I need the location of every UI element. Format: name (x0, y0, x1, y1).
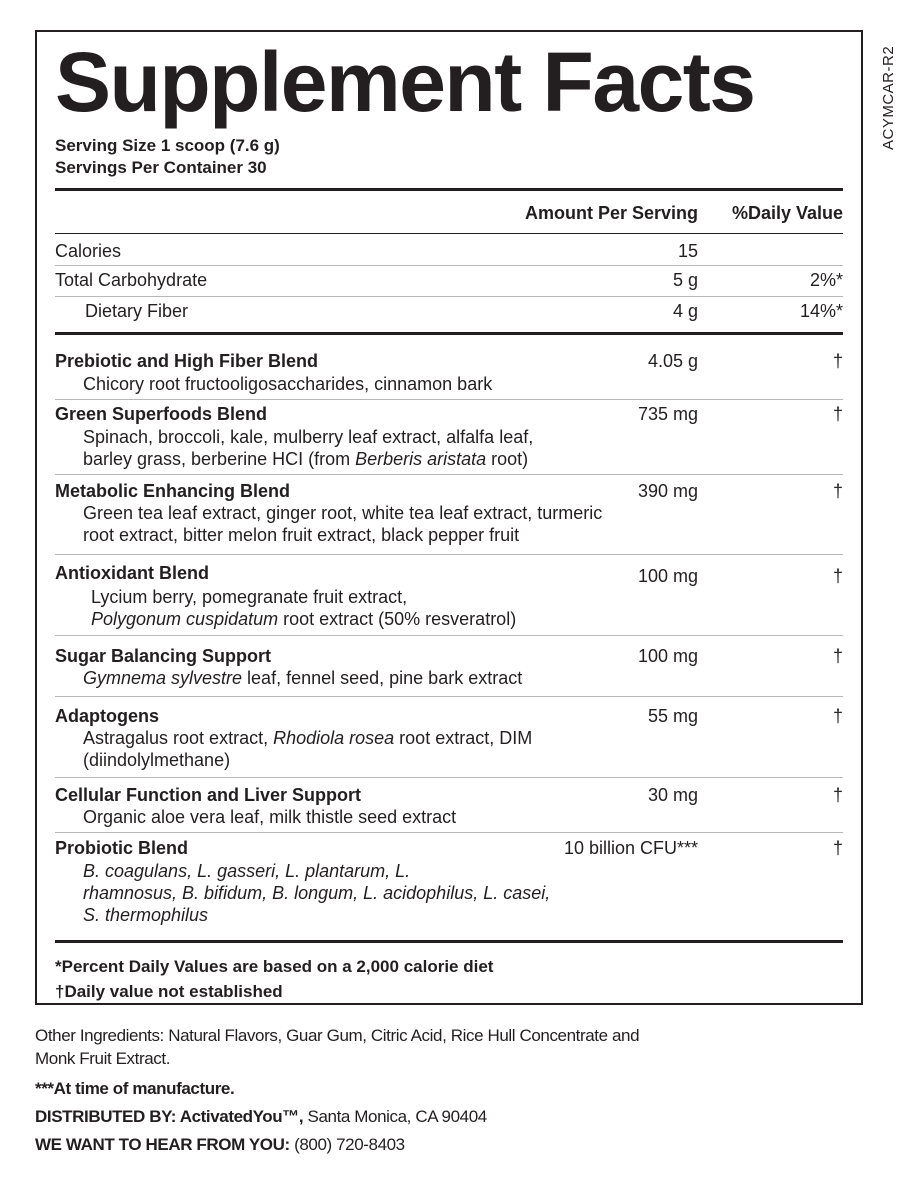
blend-name: Probiotic Blend (55, 838, 189, 858)
blend-dv: † (832, 566, 843, 586)
divider (55, 474, 843, 475)
divider (55, 265, 843, 266)
blend-description: Green tea leaf extract, ginger root, white tea leaf extract, turmeric (83, 503, 603, 523)
divider-thick (55, 940, 843, 943)
blend-dv: † (832, 481, 843, 501)
blend-amount: 10 billion CFU*** (563, 838, 698, 858)
other-ingredients: Other Ingredients: Natural Flavors, Guar Gum, Citric Acid, Rice Hull Concentrate and (35, 1026, 640, 1045)
nutrient-name: Calories (55, 241, 122, 261)
blend-name: Cellular Function and Liver Support (55, 785, 362, 805)
blend-description: Lycium berry, pomegranate fruit extract, (91, 587, 408, 607)
blend-amount: 390 mg (637, 481, 698, 501)
blend-description: S. thermophilus (83, 905, 209, 925)
contact-info: WE WANT TO HEAR FROM YOU: (800) 720-8403 (35, 1135, 405, 1154)
blend-amount: 30 mg (647, 785, 698, 805)
supplement-facts-panel (35, 30, 863, 1005)
divider (55, 399, 843, 400)
blend-amount: 100 mg (637, 646, 698, 666)
divider (55, 233, 843, 234)
other-ingredients: Monk Fruit Extract. (35, 1049, 171, 1068)
label-code: ACYMCAR-R2 (880, 45, 897, 150)
blend-name: Sugar Balancing Support (55, 646, 272, 666)
divider (55, 554, 843, 555)
serving-size: Serving Size 1 scoop (7.6 g) (55, 136, 280, 155)
blend-dv: † (832, 838, 843, 858)
blend-dv: † (832, 404, 843, 424)
panel-title: Supplement Facts (55, 35, 755, 129)
blend-amount: 55 mg (647, 706, 698, 726)
blend-description: (diindolylmethane) (83, 750, 231, 770)
dv-header: %Daily Value (731, 203, 843, 223)
blend-description: barley grass, berberine HCI (from Berberis aristata root) (83, 449, 529, 469)
amount-header: Amount Per Serving (524, 203, 698, 223)
blend-dv: † (832, 785, 843, 805)
blend-description: Organic aloe vera leaf, milk thistle seed extract (83, 807, 457, 827)
nutrient-amount: 5 g (672, 270, 698, 290)
manufacture-note: ***At time of manufacture. (35, 1079, 235, 1098)
nutrient-amount: 4 g (672, 301, 698, 321)
blend-amount: 735 mg (637, 404, 698, 424)
distributor: DISTRIBUTED BY: ActivatedYou™, Santa Monica, CA 90404 (35, 1107, 487, 1126)
blend-description: Gymnema sylvestre leaf, fennel seed, pine bark extract (83, 668, 523, 688)
divider-thick (55, 188, 843, 191)
divider (55, 696, 843, 697)
blend-name: Adaptogens (55, 706, 160, 726)
nutrient-dv: 14%* (799, 301, 843, 321)
blend-name: Prebiotic and High Fiber Blend (55, 351, 319, 371)
divider (55, 296, 843, 297)
divider-thick (55, 332, 843, 335)
servings-per-container: Servings Per Container 30 (55, 158, 267, 177)
blend-description: B. coagulans, L. gasseri, L. plantarum, L. (83, 861, 411, 881)
percent-dv-footnote: *Percent Daily Values are based on a 2,000 calorie diet (55, 957, 494, 976)
nutrient-dv: 2%* (809, 270, 843, 290)
nutrient-name: Total Carbohydrate (55, 270, 208, 290)
divider (55, 635, 843, 636)
blend-description: Chicory root fructooligosaccharides, cinnamon bark (83, 374, 493, 394)
blend-description: rhamnosus, B. bifidum, B. longum, L. acidophilus, L. casei, (83, 883, 551, 903)
blend-amount: 100 mg (637, 566, 698, 586)
blend-amount: 4.05 g (647, 351, 698, 371)
blend-description: Astragalus root extract, Rhodiola rosea root extract, DIM (83, 728, 533, 748)
blend-description: Polygonum cuspidatum root extract (50% resveratrol) (91, 609, 517, 629)
blend-name: Green Superfoods Blend (55, 404, 268, 424)
blend-name: Metabolic Enhancing Blend (55, 481, 291, 501)
blend-name: Antioxidant Blend (55, 563, 209, 583)
nutrient-amount: 15 (677, 241, 698, 261)
blend-description: Spinach, broccoli, kale, mulberry leaf extract, alfalfa leaf, (83, 427, 534, 447)
divider (55, 832, 843, 833)
dagger-footnote: †Daily value not established (55, 982, 283, 1001)
blend-dv: † (832, 351, 843, 371)
divider (55, 777, 843, 778)
blend-dv: † (832, 646, 843, 666)
nutrient-name: Dietary Fiber (85, 301, 189, 321)
blend-description: root extract, bitter melon fruit extract, black pepper fruit (83, 525, 520, 545)
blend-dv: † (832, 706, 843, 726)
